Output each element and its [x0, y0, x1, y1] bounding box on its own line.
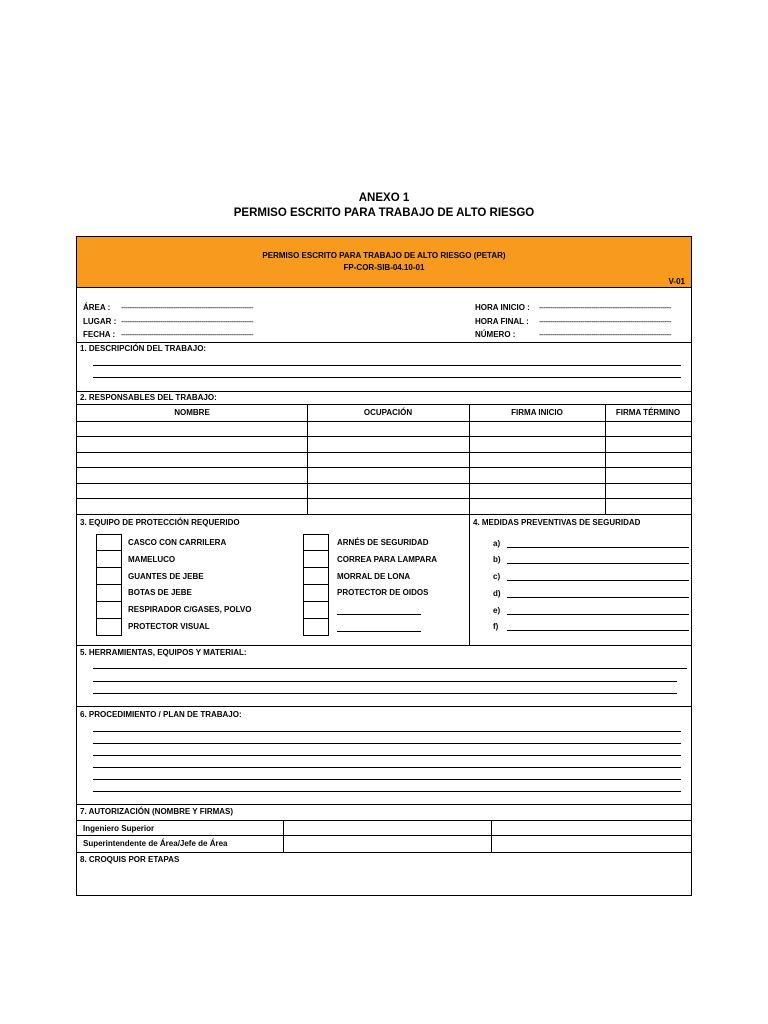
- medida-letter: d): [493, 589, 501, 598]
- epp-checkbox[interactable]: [96, 619, 122, 636]
- hora-final-field[interactable]: -------------------------------------------------------------: [539, 317, 672, 326]
- procedimiento-line[interactable]: [93, 743, 681, 744]
- area-label: ÁREA :: [83, 303, 111, 312]
- herramientas-line[interactable]: [93, 668, 687, 669]
- autorizacion-role: Ingeniero Superior: [83, 824, 155, 833]
- divider: [77, 706, 691, 707]
- epp-checkbox[interactable]: [96, 602, 122, 619]
- medida-line[interactable]: [507, 597, 689, 598]
- hora-inicio-field[interactable]: -------------------------------------------------------------: [539, 303, 672, 312]
- section-6-title: 6. PROCEDIMIENTO / PLAN DE TRABAJO:: [80, 710, 242, 719]
- fecha-label: FECHA :: [83, 330, 116, 339]
- column-header-firma-termino: FIRMA TÉRMINO: [615, 408, 681, 417]
- medida-letter: e): [493, 606, 501, 615]
- epp-item: RESPIRADOR C/GASES, POLVO: [128, 605, 252, 614]
- column-header-ocupacion: OCUPACIÓN: [363, 408, 413, 417]
- epp-other-line[interactable]: [337, 614, 421, 615]
- form-header: [77, 237, 691, 288]
- epp-other-line[interactable]: [337, 631, 421, 632]
- annex-label: ANEXO 1: [358, 192, 410, 204]
- medida-line[interactable]: [507, 563, 689, 564]
- medida-line[interactable]: [507, 614, 689, 615]
- croquis-area[interactable]: [77, 867, 691, 895]
- epp-item: CORREA PARA LAMPARA: [337, 555, 437, 564]
- autorizacion-name-field[interactable]: [284, 836, 490, 851]
- lugar-label: LUGAR :: [83, 317, 117, 326]
- divider: [77, 804, 691, 805]
- medida-line[interactable]: [507, 630, 689, 631]
- herramientas-line[interactable]: [93, 681, 677, 682]
- section-7-title: 7. AUTORIZACIÓN (NOMBRE Y FIRMAS): [80, 807, 234, 816]
- epp-item: BOTAS DE JEBE: [128, 588, 192, 597]
- section-1-title: 1. DESCRIPCIÓN DEL TRABAJO:: [80, 344, 207, 353]
- form-version: V-01: [668, 277, 685, 286]
- column-divider: [469, 514, 470, 645]
- epp-checkbox[interactable]: [303, 534, 329, 551]
- form-header-title: PERMISO ESCRITO PARA TRABAJO DE ALTO RIESGO (PETAR): [262, 251, 506, 260]
- autorizacion-role: Superintendente de Área/Jefe de Área: [83, 839, 228, 848]
- medida-letter: a): [493, 539, 501, 548]
- epp-checkbox[interactable]: [96, 534, 122, 551]
- divider: [77, 391, 691, 392]
- epp-item: PROTECTOR VISUAL: [128, 622, 210, 631]
- table-row[interactable]: [77, 436, 691, 437]
- numero-label: NÚMERO :: [475, 330, 516, 339]
- epp-item: CASCO CON CARRILERA: [128, 538, 227, 547]
- procedimiento-line[interactable]: [93, 767, 681, 768]
- column-header-firma-inicio: FIRMA INICIO: [511, 408, 563, 417]
- hora-final-label: HORA FINAL :: [475, 317, 529, 326]
- medida-letter: c): [493, 572, 501, 581]
- description-line[interactable]: [93, 377, 681, 378]
- epp-item: GUANTES DE JEBE: [128, 572, 204, 581]
- divider: [77, 514, 691, 515]
- section-5-title: 5. HERRAMIENTAS, EQUIPOS Y MATERIAL:: [80, 648, 247, 657]
- medida-letter: b): [493, 555, 501, 564]
- table-row[interactable]: [77, 452, 691, 453]
- section-2-title: 2. RESPONSABLES DEL TRABAJO:: [80, 393, 217, 402]
- epp-item: PROTECTOR DE OIDOS: [337, 588, 429, 597]
- section-8-title: 8. CROQUIS POR ETAPAS: [80, 855, 180, 864]
- petar-form: [76, 236, 692, 896]
- epp-item: MAMELUCO: [128, 555, 176, 564]
- procedimiento-line[interactable]: [93, 755, 681, 756]
- divider: [77, 645, 691, 646]
- form-code: FP-COR-SIB-04.10-01: [343, 263, 425, 272]
- table-row[interactable]: [77, 483, 691, 484]
- section-3-title: 3. EQUIPO DE PROTECCIÓN REQUERIDO: [80, 518, 240, 527]
- epp-item: MORRAL DE LONA: [337, 572, 411, 581]
- hora-inicio-label: HORA INICIO :: [475, 303, 530, 312]
- document-title: PERMISO ESCRITO PARA TRABAJO DE ALTO RIESGO: [233, 207, 535, 219]
- table-top-border: [77, 404, 691, 405]
- divider: [77, 852, 691, 853]
- autorizacion-name-field[interactable]: [284, 821, 490, 835]
- epp-item: ARNÉS DE SEGURIDAD: [337, 538, 429, 547]
- epp-checkbox[interactable]: [303, 551, 329, 568]
- epp-checkbox[interactable]: [303, 585, 329, 602]
- fecha-field[interactable]: -------------------------------------------------------------: [121, 330, 254, 339]
- section-4-title: 4. MEDIDAS PREVENTIVAS DE SEGURIDAD: [473, 518, 641, 527]
- table-row[interactable]: [77, 421, 691, 422]
- lugar-field[interactable]: -------------------------------------------------------------: [121, 317, 254, 326]
- epp-checkbox[interactable]: [96, 585, 122, 602]
- procedimiento-line[interactable]: [93, 791, 681, 792]
- divider: [77, 342, 691, 343]
- medida-letter: f): [493, 622, 499, 631]
- epp-checkbox[interactable]: [303, 619, 329, 636]
- area-field[interactable]: -------------------------------------------------------------: [121, 303, 254, 312]
- autorizacion-signature-field[interactable]: [492, 821, 690, 835]
- epp-checkbox[interactable]: [303, 568, 329, 585]
- table-row[interactable]: [77, 498, 691, 499]
- autorizacion-signature-field[interactable]: [492, 836, 690, 851]
- procedimiento-line[interactable]: [93, 731, 681, 732]
- herramientas-line[interactable]: [93, 693, 677, 694]
- epp-checkbox[interactable]: [96, 551, 122, 568]
- description-line[interactable]: [93, 365, 681, 366]
- epp-checkbox[interactable]: [303, 602, 329, 619]
- epp-checkbox[interactable]: [96, 568, 122, 585]
- numero-field[interactable]: -------------------------------------------------------------: [539, 330, 672, 339]
- column-header-nombre: NOMBRE: [174, 408, 210, 417]
- table-row[interactable]: [77, 467, 691, 468]
- medida-line[interactable]: [507, 547, 689, 548]
- medida-line[interactable]: [507, 580, 689, 581]
- procedimiento-line[interactable]: [93, 779, 681, 780]
